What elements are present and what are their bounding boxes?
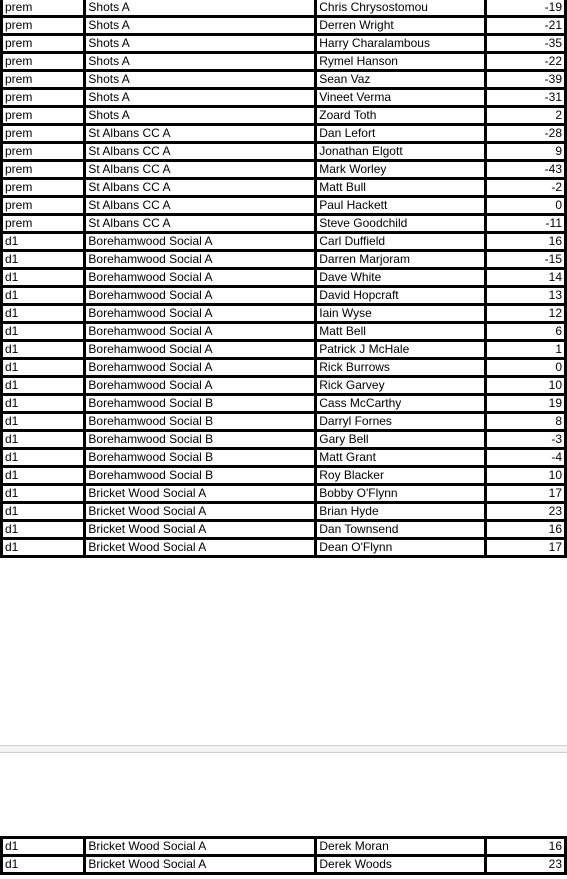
team-cell[interactable]: Shots A — [85, 89, 316, 107]
team-cell[interactable]: Borehamwood Social A — [85, 287, 316, 305]
division-cell[interactable]: d1 — [2, 305, 85, 323]
score-cell[interactable]: -39 — [485, 71, 565, 89]
player-cell[interactable]: Dan Lefort — [316, 125, 485, 143]
division-cell[interactable]: prem — [2, 35, 85, 53]
player-cell[interactable]: Derek Moran — [316, 838, 485, 856]
table-row — [2, 377, 566, 395]
team-cell[interactable]: Borehamwood Social B — [85, 431, 316, 449]
player-cell[interactable]: Paul Hackett — [316, 197, 485, 215]
score-cell[interactable]: 23 — [485, 503, 565, 521]
division-cell[interactable]: d1 — [2, 395, 85, 413]
team-cell[interactable]: Bricket Wood Social A — [85, 838, 316, 856]
player-cell[interactable]: Chris Chrysostomou — [316, 0, 485, 17]
division-cell[interactable]: prem — [2, 71, 85, 89]
player-cell[interactable]: Iain Wyse — [316, 305, 485, 323]
team-cell[interactable]: Borehamwood Social A — [85, 233, 316, 251]
team-cell[interactable]: Borehamwood Social A — [85, 305, 316, 323]
table-row — [2, 431, 566, 449]
table-row — [2, 305, 566, 323]
table-row — [2, 838, 566, 856]
division-cell[interactable]: d1 — [2, 359, 85, 377]
team-cell[interactable]: St Albans CC A — [85, 161, 316, 179]
player-cell[interactable]: Rick Burrows — [316, 359, 485, 377]
table-row — [2, 233, 566, 251]
score-cell[interactable]: -22 — [485, 53, 565, 71]
team-cell[interactable]: Borehamwood Social A — [85, 377, 316, 395]
score-cell[interactable]: 1 — [485, 341, 565, 359]
division-cell[interactable]: d1 — [2, 269, 85, 287]
team-cell[interactable]: Bricket Wood Social A — [85, 521, 316, 539]
score-cell[interactable]: 10 — [485, 377, 565, 395]
table-row — [2, 161, 566, 179]
division-cell[interactable]: d1 — [2, 467, 85, 485]
table-row — [2, 521, 566, 539]
score-cell[interactable]: 23 — [485, 856, 565, 874]
division-cell[interactable]: d1 — [2, 539, 85, 557]
score-cell[interactable]: -19 — [485, 0, 565, 17]
division-cell[interactable]: prem — [2, 179, 85, 197]
table-row — [2, 53, 566, 71]
team-cell[interactable]: Bricket Wood Social A — [85, 539, 316, 557]
team-cell[interactable]: Borehamwood Social A — [85, 323, 316, 341]
team-cell[interactable]: Bricket Wood Social A — [85, 503, 316, 521]
score-cell[interactable]: -31 — [485, 89, 565, 107]
player-cell[interactable]: Rymel Hanson — [316, 53, 485, 71]
player-cell[interactable]: Derek Woods — [316, 856, 485, 874]
score-cell[interactable]: -15 — [485, 251, 565, 269]
division-cell[interactable]: d1 — [2, 323, 85, 341]
player-cell[interactable]: Patrick J McHale — [316, 341, 485, 359]
table-row — [2, 485, 566, 503]
table-row — [2, 215, 566, 233]
division-cell[interactable]: prem — [2, 17, 85, 35]
table-row — [2, 323, 566, 341]
player-cell[interactable]: Jonathan Elgott — [316, 143, 485, 161]
division-cell[interactable]: d1 — [2, 485, 85, 503]
table-row — [2, 413, 566, 431]
score-cell[interactable]: -11 — [485, 215, 565, 233]
table-row — [2, 449, 566, 467]
score-cell[interactable]: 10 — [485, 467, 565, 485]
player-cell[interactable]: Dan Townsend — [316, 521, 485, 539]
table-row — [2, 35, 566, 53]
score-cell[interactable]: -35 — [485, 35, 565, 53]
division-cell[interactable]: prem — [2, 89, 85, 107]
player-cell[interactable]: Mark Worley — [316, 161, 485, 179]
division-cell[interactable]: prem — [2, 53, 85, 71]
division-cell[interactable]: d1 — [2, 503, 85, 521]
team-cell[interactable]: Borehamwood Social A — [85, 251, 316, 269]
division-cell[interactable]: prem — [2, 107, 85, 125]
player-cell[interactable]: Bobby O'Flynn — [316, 485, 485, 503]
division-cell[interactable]: d1 — [2, 449, 85, 467]
team-cell[interactable]: St Albans CC A — [85, 125, 316, 143]
team-cell[interactable]: Borehamwood Social B — [85, 467, 316, 485]
player-cell[interactable]: Steve Goodchild — [316, 215, 485, 233]
player-cell[interactable]: Darren Marjoram — [316, 251, 485, 269]
division-cell[interactable]: prem — [2, 197, 85, 215]
team-cell[interactable]: St Albans CC A — [85, 215, 316, 233]
score-cell[interactable]: 16 — [485, 838, 565, 856]
division-cell[interactable]: d1 — [2, 838, 85, 856]
table-row — [2, 89, 566, 107]
team-cell[interactable]: Shots A — [85, 17, 316, 35]
score-cell[interactable]: 19 — [485, 395, 565, 413]
team-cell[interactable]: St Albans CC A — [85, 179, 316, 197]
table-row — [2, 503, 566, 521]
score-cell[interactable]: -28 — [485, 125, 565, 143]
team-cell[interactable]: Shots A — [85, 107, 316, 125]
score-cell[interactable]: 8 — [485, 413, 565, 431]
division-cell[interactable]: d1 — [2, 856, 85, 874]
division-cell[interactable]: d1 — [2, 251, 85, 269]
table-row — [2, 197, 566, 215]
table-row — [2, 17, 566, 35]
division-cell[interactable]: d1 — [2, 341, 85, 359]
score-cell[interactable]: -4 — [485, 449, 565, 467]
table-row — [2, 143, 566, 161]
division-cell[interactable]: d1 — [2, 413, 85, 431]
score-cell[interactable]: 14 — [485, 269, 565, 287]
player-cell[interactable]: Zoard Toth — [316, 107, 485, 125]
score-cell[interactable]: 2 — [485, 107, 565, 125]
team-cell[interactable]: Borehamwood Social B — [85, 395, 316, 413]
division-cell[interactable]: prem — [2, 215, 85, 233]
team-cell[interactable]: Borehamwood Social A — [85, 341, 316, 359]
team-cell[interactable]: Shots A — [85, 35, 316, 53]
team-cell[interactable]: Shots A — [85, 53, 316, 71]
team-cell[interactable]: St Albans CC A — [85, 143, 316, 161]
team-cell[interactable]: Borehamwood Social A — [85, 359, 316, 377]
score-cell[interactable]: 17 — [485, 485, 565, 503]
table-row — [2, 359, 566, 377]
player-cell[interactable]: Gary Bell — [316, 431, 485, 449]
team-cell[interactable]: Bricket Wood Social A — [85, 485, 316, 503]
score-cell[interactable]: -2 — [485, 179, 565, 197]
score-cell[interactable]: 13 — [485, 287, 565, 305]
table-row — [2, 341, 566, 359]
player-cell[interactable]: Sean Vaz — [316, 71, 485, 89]
player-cell[interactable]: Rick Garvey — [316, 377, 485, 395]
division-cell[interactable]: d1 — [2, 377, 85, 395]
table-row — [2, 107, 566, 125]
division-cell[interactable]: prem — [2, 0, 85, 17]
score-cell[interactable]: 16 — [485, 233, 565, 251]
table-row — [2, 856, 566, 874]
score-cell[interactable]: 12 — [485, 305, 565, 323]
player-cell[interactable]: Carl Duffield — [316, 233, 485, 251]
score-cell[interactable]: 17 — [485, 539, 565, 557]
team-cell[interactable]: Shots A — [85, 0, 316, 17]
table-row — [2, 125, 566, 143]
player-cell[interactable]: David Hopcraft — [316, 287, 485, 305]
table-row — [2, 71, 566, 89]
page-break-divider — [0, 745, 567, 753]
division-cell[interactable]: prem — [2, 125, 85, 143]
score-cell[interactable]: 6 — [485, 323, 565, 341]
player-cell[interactable]: Cass McCarthy — [316, 395, 485, 413]
division-cell[interactable]: d1 — [2, 521, 85, 539]
player-cell[interactable]: Matt Bell — [316, 323, 485, 341]
division-cell[interactable]: d1 — [2, 233, 85, 251]
team-cell[interactable]: Bricket Wood Social A — [85, 856, 316, 874]
table-row — [2, 395, 566, 413]
score-cell[interactable]: -3 — [485, 431, 565, 449]
division-cell[interactable]: d1 — [2, 287, 85, 305]
table-row — [2, 287, 566, 305]
player-cell[interactable]: Darryl Fornes — [316, 413, 485, 431]
table-row — [2, 179, 566, 197]
score-cell[interactable]: 16 — [485, 521, 565, 539]
table-row — [2, 269, 566, 287]
table-row — [2, 251, 566, 269]
player-cell[interactable]: Dave White — [316, 269, 485, 287]
player-cell[interactable]: Brian Hyde — [316, 503, 485, 521]
table-row — [2, 0, 566, 17]
team-cell[interactable]: Borehamwood Social B — [85, 413, 316, 431]
division-cell[interactable]: prem — [2, 143, 85, 161]
player-cell[interactable]: Derren Wright — [316, 17, 485, 35]
table-row — [2, 539, 566, 557]
score-cell[interactable]: -21 — [485, 17, 565, 35]
score-cell[interactable]: 9 — [485, 143, 565, 161]
player-cell[interactable]: Matt Grant — [316, 449, 485, 467]
team-cell[interactable]: Borehamwood Social A — [85, 269, 316, 287]
player-cell[interactable]: Vineet Verma — [316, 89, 485, 107]
player-cell[interactable]: Harry Charalambous — [316, 35, 485, 53]
score-cell[interactable]: -43 — [485, 161, 565, 179]
score-cell[interactable]: 0 — [485, 197, 565, 215]
player-cell[interactable]: Matt Bull — [316, 179, 485, 197]
team-cell[interactable]: Shots A — [85, 71, 316, 89]
score-cell[interactable]: 0 — [485, 359, 565, 377]
division-cell[interactable]: prem — [2, 161, 85, 179]
table-row — [2, 467, 566, 485]
player-cell[interactable]: Roy Blacker — [316, 467, 485, 485]
player-cell[interactable]: Dean O'Flynn — [316, 539, 485, 557]
team-cell[interactable]: St Albans CC A — [85, 197, 316, 215]
division-cell[interactable]: d1 — [2, 431, 85, 449]
sheet-table-bottom — [0, 836, 567, 875]
team-cell[interactable]: Borehamwood Social B — [85, 449, 316, 467]
